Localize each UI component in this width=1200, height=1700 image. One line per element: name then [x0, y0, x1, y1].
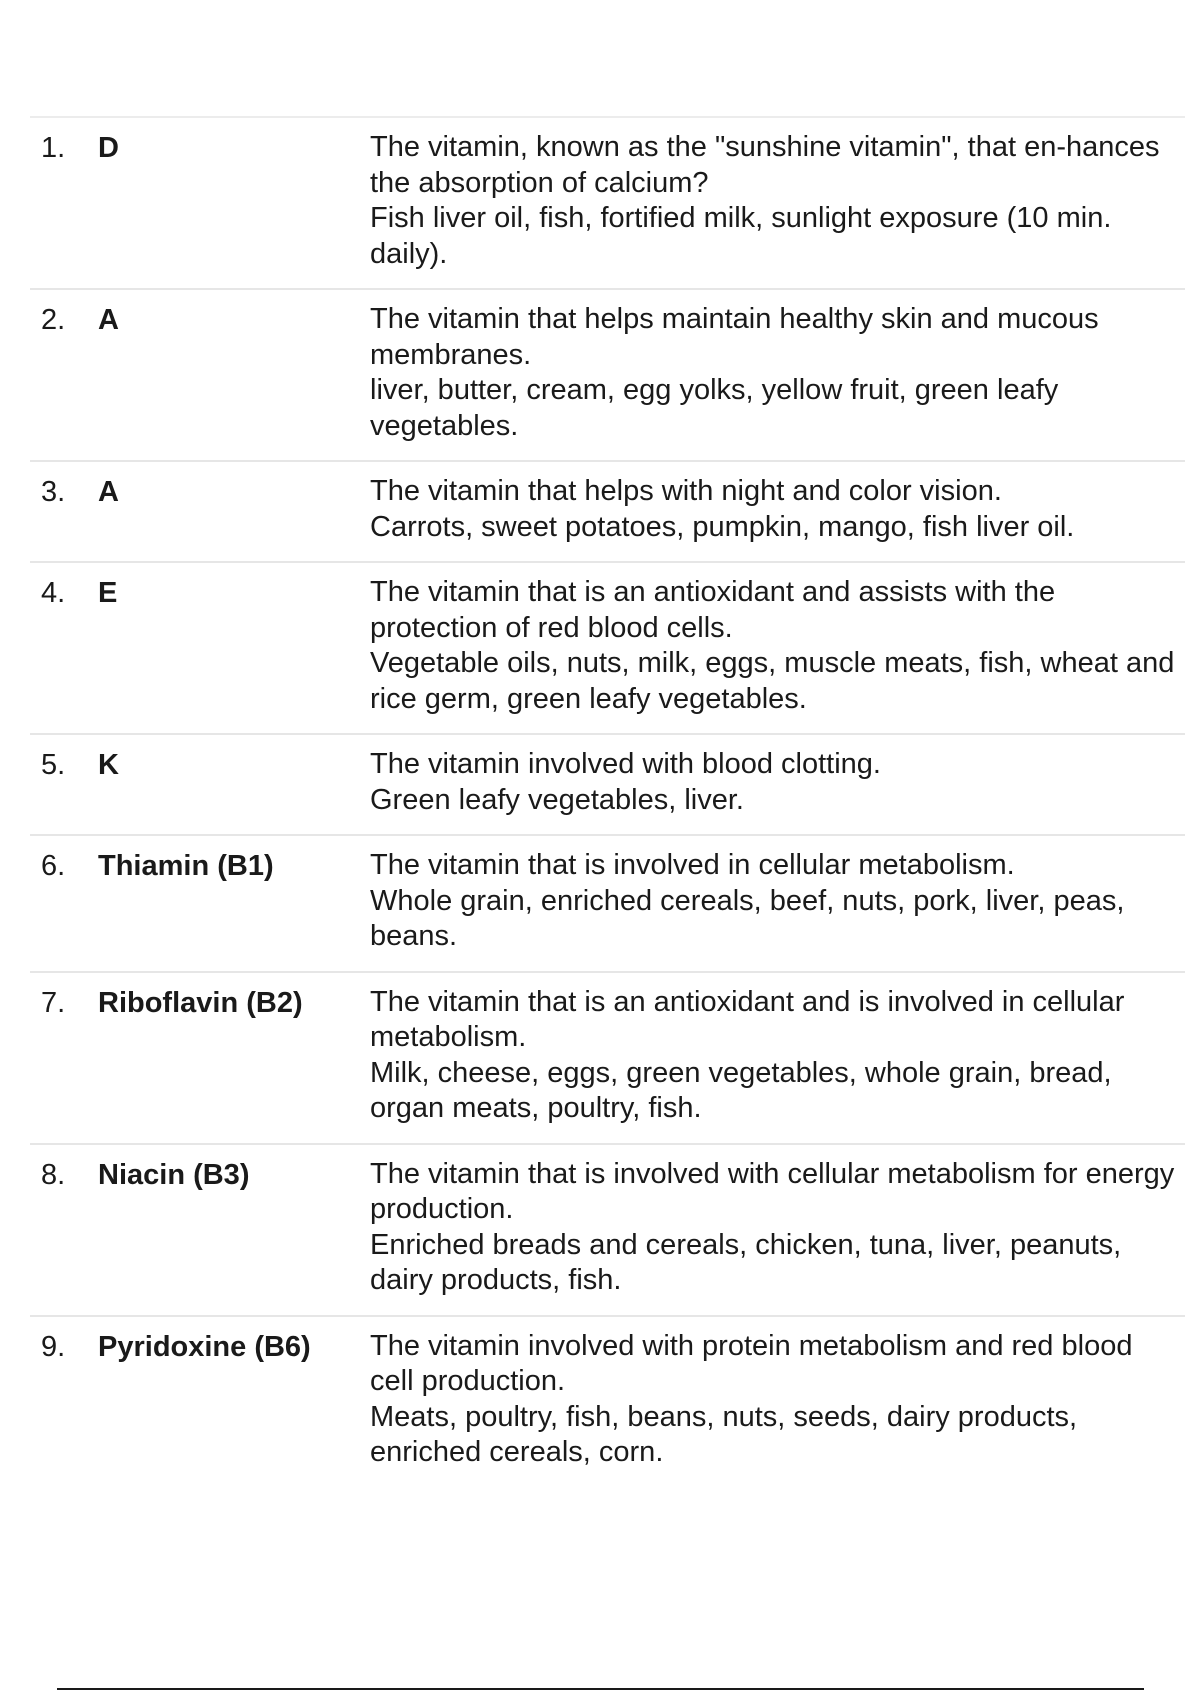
vitamin-name: A — [98, 304, 119, 336]
vitamin-function: The vitamin, known as the "sunshine vitamin", that en-hances the absorption of calcium? — [370, 131, 1160, 199]
vitamin-name: Thiamin (B1) — [98, 850, 274, 882]
vitamin-description — [370, 474, 1185, 545]
table-row — [30, 116, 1185, 288]
row-number: 1. — [41, 132, 66, 164]
vitamin-description — [370, 1329, 1185, 1471]
table-row — [30, 733, 1185, 834]
table-row — [30, 1143, 1185, 1315]
vitamin-name: E — [98, 577, 118, 609]
row-number: 7. — [41, 986, 66, 1019]
vitamin-name: D — [98, 132, 119, 164]
vitamin-description — [370, 130, 1185, 272]
vitamin-description — [370, 1157, 1185, 1299]
vitamin-description — [370, 848, 1185, 955]
vitamin-description — [370, 985, 1185, 1127]
vitamin-function: The vitamin involved with blood clotting. — [370, 748, 881, 780]
vitamin-sources: Milk, cheese, eggs, green vegetables, whole grain, bread, organ meats, poultry, fish. — [370, 1056, 1112, 1124]
vitamin-function: The vitamin that helps with night and color vision. — [370, 475, 1002, 507]
vitamin-sources: Vegetable oils, nuts, milk, eggs, muscle meats, fish, wheat and rice germ, green leafy vegetables. — [370, 647, 1175, 715]
row-number: 6. — [41, 850, 66, 882]
vitamin-name: Niacin (B3) — [98, 1158, 250, 1191]
vitamin-function: The vitamin that is involved in cellular metabolism. — [370, 849, 1015, 881]
vitamin-description — [370, 575, 1185, 717]
row-number: 2. — [41, 304, 66, 336]
row-number: 5. — [41, 749, 66, 781]
table-row — [30, 561, 1185, 733]
vitamin-table — [30, 116, 1185, 1487]
table-row — [30, 834, 1185, 971]
vitamin-sources: Green leafy vegetables, liver. — [370, 783, 744, 816]
vitamin-name: A — [98, 476, 119, 508]
vitamin-sources: Meats, poultry, fish, beans, nuts, seeds, dairy products, enriched cereals, corn. — [370, 1400, 1078, 1468]
vitamin-function: The vitamin involved with protein metabolism and red blood cell production. — [370, 1329, 1133, 1397]
vitamin-name: K — [98, 749, 119, 781]
vitamin-description — [370, 747, 1185, 818]
table-row — [30, 460, 1185, 561]
table-row — [30, 1315, 1185, 1487]
vitamin-sources: Whole grain, enriched cereals, beef, nuts, pork, liver, peas, beans. — [370, 884, 1125, 952]
vitamin-function: The vitamin that is an antioxidant and assists with the protection of red blood cells. — [370, 576, 1056, 644]
vitamin-function: The vitamin that is involved with cellular metabolism for energy production. — [370, 1157, 1175, 1225]
vitamin-function: The vitamin that is an antioxidant and is involved in cellular metabolism. — [370, 985, 1125, 1053]
vitamin-description — [370, 302, 1185, 444]
row-number: 4. — [41, 577, 66, 609]
row-number: 3. — [41, 476, 66, 508]
row-number: 9. — [41, 1330, 66, 1363]
vitamin-name: Riboflavin (B2) — [98, 986, 303, 1019]
vitamin-sources: Carrots, sweet potatoes, pumpkin, mango, fish liver oil. — [370, 510, 1075, 543]
row-number: 8. — [41, 1158, 66, 1191]
vitamin-function: The vitamin that helps maintain healthy skin and mucous membranes. — [370, 303, 1099, 371]
vitamin-sources: liver, butter, cream, egg yolks, yellow fruit, green leafy vegetables. — [370, 374, 1059, 442]
vitamin-sources: Enriched breads and cereals, chicken, tuna, liver, peanuts, dairy products, fish. — [370, 1228, 1122, 1296]
table-row — [30, 288, 1185, 460]
vitamin-name: Pyridoxine (B6) — [98, 1330, 311, 1363]
vitamin-sources: Fish liver oil, fish, fortified milk, sunlight exposure (10 min. daily). — [370, 202, 1112, 270]
table-row — [30, 971, 1185, 1143]
bottom-divider — [57, 1688, 1144, 1690]
